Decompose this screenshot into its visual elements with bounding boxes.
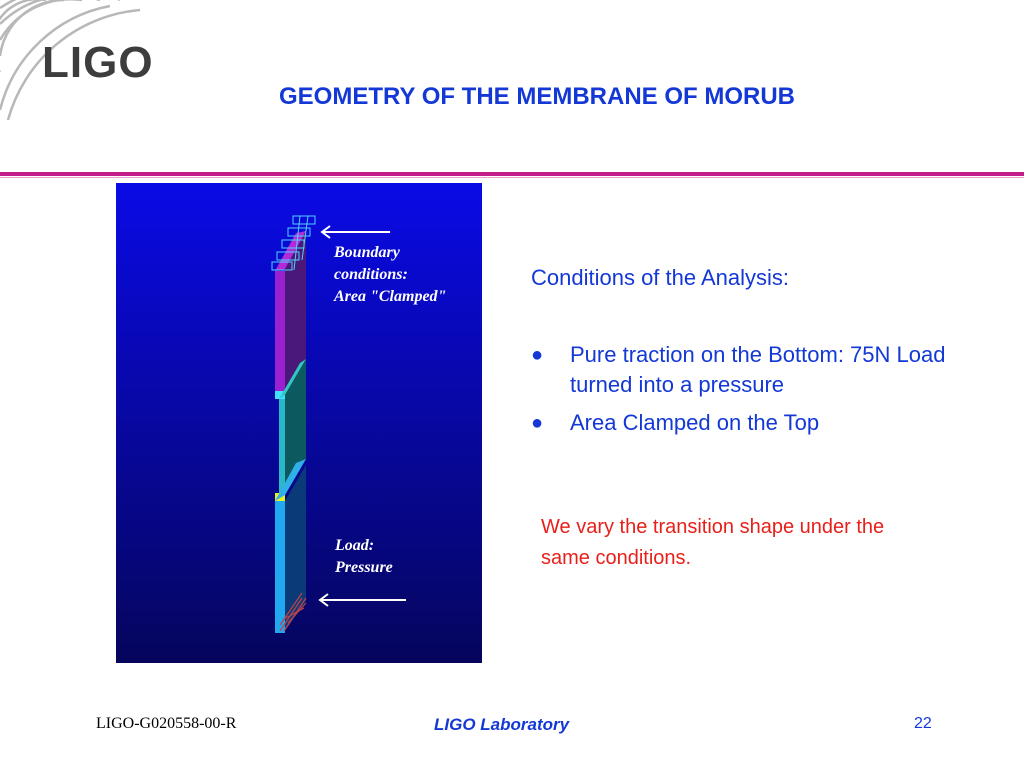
boundary-label-line-2: conditions: <box>334 266 408 283</box>
list-item <box>531 340 971 400</box>
slide-title: GEOMETRY OF THE MEMBRANE OF MORUB <box>279 83 795 110</box>
boundary-label-line-3: Area "Clamped" <box>334 288 447 305</box>
boundary-label-line-1: Boundary <box>334 244 400 261</box>
load-label-line-1: Load: <box>335 537 375 554</box>
conditions-list <box>531 340 971 446</box>
list-item-text: Pure traction on the Bottom: 75N Load turned into a pressure <box>570 342 946 397</box>
transition-note: We vary the transition shape under the same conditions. <box>541 516 885 569</box>
ligo-logo: LIGO <box>42 38 154 87</box>
bullet-icon: ● <box>531 412 544 434</box>
page-number: 22 <box>914 715 932 732</box>
conditions-heading: Conditions of the Analysis: <box>531 265 790 290</box>
bullet-icon: ● <box>531 344 544 366</box>
boundary-label <box>334 242 446 308</box>
list-item-text: Area Clamped on the Top <box>570 410 820 435</box>
title-rule-shadow <box>0 177 1024 178</box>
lab-name: LIGO Laboratory <box>434 715 570 734</box>
membrane-figure <box>116 183 482 663</box>
title-rule <box>0 172 1024 176</box>
document-id: LIGO-G020558-00-R <box>96 715 237 732</box>
load-label <box>335 535 393 579</box>
load-label-line-2: Pressure <box>335 559 393 576</box>
list-item <box>531 408 971 438</box>
